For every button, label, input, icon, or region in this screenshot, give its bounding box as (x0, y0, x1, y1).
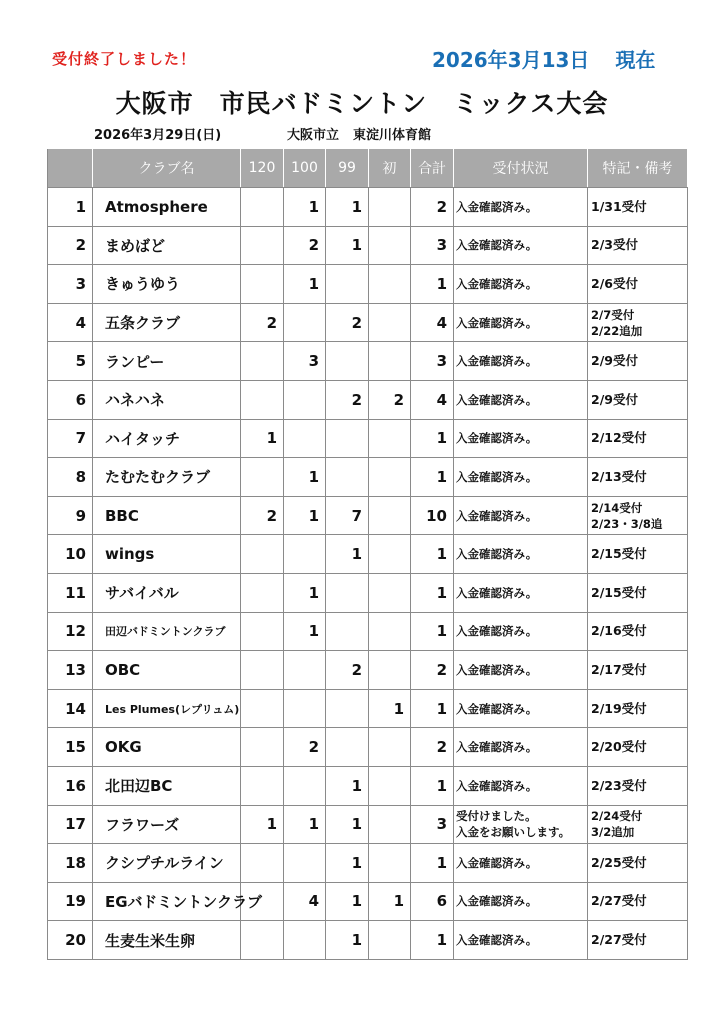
status-text: 入金確認済み。 (456, 740, 538, 755)
count-total: 1 (411, 573, 454, 612)
status-text: 入金確認済み。 (456, 315, 538, 330)
table-row (48, 380, 688, 419)
count-100: 1 (284, 188, 326, 227)
count-99: 1 (326, 805, 369, 844)
row-number: 17 (48, 805, 93, 844)
table-row (48, 303, 688, 342)
header-beginner: 初 (369, 149, 411, 188)
as-of-date (432, 44, 655, 73)
club-name: 北田辺BC (93, 766, 241, 805)
status-cell (454, 535, 588, 574)
row-number: 16 (48, 766, 93, 805)
note-cell (588, 805, 688, 844)
count-100 (284, 651, 326, 690)
status-cell (454, 573, 588, 612)
count-99 (326, 689, 369, 728)
row-number: 7 (48, 419, 93, 458)
club-name: 生麦生米生卵 (93, 921, 241, 960)
count-120 (241, 689, 284, 728)
club-name: きゅうゆう (93, 265, 241, 304)
count-99: 1 (326, 844, 369, 883)
note-text: 2/15受付 (591, 584, 647, 600)
count-total: 1 (411, 844, 454, 883)
count-120 (241, 458, 284, 497)
title-event-name: ミックス大会 (453, 89, 609, 118)
header-notes: 特記・備考 (588, 149, 688, 188)
club-name: 田辺バドミントンクラブ (93, 612, 241, 651)
table-row (48, 458, 688, 497)
count-100 (284, 419, 326, 458)
status-cell (454, 921, 588, 960)
as-of-suffix: 現在 (615, 48, 656, 72)
header-99: 99 (326, 149, 369, 188)
status-cell (454, 766, 588, 805)
count-total: 2 (411, 188, 454, 227)
table-row (48, 612, 688, 651)
status-text: 入金確認済み。 (456, 469, 538, 484)
row-number: 3 (48, 265, 93, 304)
note-cell (588, 689, 688, 728)
count-100 (284, 535, 326, 574)
count-99: 1 (326, 226, 369, 265)
status-cell (454, 380, 588, 419)
count-beginner (369, 303, 411, 342)
club-name: クシプチルライン (93, 844, 241, 883)
count-120 (241, 226, 284, 265)
status-text: 入金確認済み。 (456, 547, 538, 562)
count-99: 2 (326, 380, 369, 419)
count-total: 4 (411, 303, 454, 342)
status-cell (454, 496, 588, 535)
count-total: 1 (411, 612, 454, 651)
count-100: 4 (284, 882, 326, 921)
count-beginner (369, 342, 411, 381)
count-120 (241, 921, 284, 960)
club-name: まめばど (93, 226, 241, 265)
club-name: wings (93, 535, 241, 574)
note-text: 2/12受付 (591, 430, 647, 446)
title-event-type: 市民バドミントン (219, 89, 428, 118)
count-100: 1 (284, 573, 326, 612)
header-no (48, 149, 93, 188)
count-100: 3 (284, 342, 326, 381)
note-text: 2/25受付 (591, 854, 647, 870)
count-total: 1 (411, 419, 454, 458)
venue-name: 東淀川体育館 (353, 128, 432, 143)
status-cell (454, 882, 588, 921)
row-number: 15 (48, 728, 93, 767)
count-total: 2 (411, 728, 454, 767)
count-100 (284, 844, 326, 883)
registration-table (47, 148, 688, 960)
count-120 (241, 535, 284, 574)
status-cell (454, 844, 588, 883)
row-number: 2 (48, 226, 93, 265)
club-name: 五条クラブ (93, 303, 241, 342)
row-number: 11 (48, 573, 93, 612)
count-99 (326, 573, 369, 612)
count-beginner (369, 844, 411, 883)
count-total: 6 (411, 882, 454, 921)
row-number: 19 (48, 882, 93, 921)
status-text: 入金確認済み。 (456, 855, 538, 870)
row-number: 13 (48, 651, 93, 690)
status-cell (454, 651, 588, 690)
status-text: 入金確認済み。 (456, 778, 538, 793)
count-99: 2 (326, 651, 369, 690)
club-name: OKG (93, 728, 241, 767)
count-beginner (369, 651, 411, 690)
status-text: 入金確認済み。 (456, 354, 538, 369)
note-text: 2/14受付 (591, 500, 643, 515)
note-cell (588, 921, 688, 960)
count-120 (241, 380, 284, 419)
count-99 (326, 265, 369, 304)
club-name: たむたむクラブ (93, 458, 241, 497)
status-cell (454, 728, 588, 767)
count-beginner: 1 (369, 689, 411, 728)
count-beginner (369, 573, 411, 612)
status-text: 入金確認済み。 (456, 662, 538, 677)
note-text: 1/31受付 (591, 198, 647, 214)
table-row (48, 226, 688, 265)
note-cell (588, 882, 688, 921)
status-text: 入金確認済み。 (456, 701, 538, 716)
club-name: ハイタッチ (93, 419, 241, 458)
row-number: 12 (48, 612, 93, 651)
note-cell (588, 766, 688, 805)
count-total: 10 (411, 496, 454, 535)
note-text: 2/9受付 (591, 391, 638, 407)
count-120 (241, 342, 284, 381)
note-text: 2/7受付 (591, 307, 635, 322)
count-99: 2 (326, 303, 369, 342)
count-100: 1 (284, 265, 326, 304)
count-99: 1 (326, 535, 369, 574)
count-99: 1 (326, 882, 369, 921)
count-total: 1 (411, 535, 454, 574)
row-number: 6 (48, 380, 93, 419)
count-beginner (369, 728, 411, 767)
club-name: EGバドミントンクラブ (93, 882, 241, 921)
club-name: Atmosphere (93, 188, 241, 227)
status-text: 入金確認済み。 (456, 624, 538, 639)
note-text: 2/13受付 (591, 468, 647, 484)
count-beginner (369, 612, 411, 651)
count-120 (241, 612, 284, 651)
note-cell (588, 342, 688, 381)
note-cell (588, 226, 688, 265)
note-text: 2/23受付 (591, 777, 647, 793)
status-cell (454, 226, 588, 265)
note-cell (588, 265, 688, 304)
status-cell (454, 612, 588, 651)
row-number: 18 (48, 844, 93, 883)
status-cell (454, 342, 588, 381)
count-100: 1 (284, 612, 326, 651)
table-row (48, 844, 688, 883)
table-row (48, 921, 688, 960)
header-total: 合計 (411, 149, 454, 188)
table-row (48, 728, 688, 767)
status-cell (454, 303, 588, 342)
note-text: 2/16受付 (591, 623, 647, 639)
count-beginner (369, 265, 411, 304)
header-100: 100 (284, 149, 326, 188)
club-name: サバイバル (93, 573, 241, 612)
row-number: 14 (48, 689, 93, 728)
as-of-date-value: 2026年3月13日 (432, 48, 590, 72)
table-row (48, 419, 688, 458)
row-number: 20 (48, 921, 93, 960)
count-100 (284, 303, 326, 342)
status-text: 入金確認済み。 (456, 585, 538, 600)
count-120: 1 (241, 805, 284, 844)
note-text-2: 3/2追加 (591, 825, 635, 840)
table-row (48, 882, 688, 921)
count-beginner: 2 (369, 380, 411, 419)
count-120 (241, 844, 284, 883)
note-text: 2/3受付 (591, 237, 638, 253)
note-text: 2/15受付 (591, 546, 647, 562)
status-text: 入金確認済み。 (456, 238, 538, 253)
count-total: 1 (411, 766, 454, 805)
count-100: 1 (284, 805, 326, 844)
count-120: 1 (241, 419, 284, 458)
table-row (48, 265, 688, 304)
table-row (48, 573, 688, 612)
note-cell (588, 728, 688, 767)
club-name: ハネハネ (93, 380, 241, 419)
status-cell (454, 458, 588, 497)
count-99 (326, 342, 369, 381)
count-total: 1 (411, 921, 454, 960)
header-120: 120 (241, 149, 284, 188)
count-total: 3 (411, 805, 454, 844)
count-beginner (369, 921, 411, 960)
count-100: 1 (284, 458, 326, 497)
note-cell (588, 844, 688, 883)
count-120 (241, 728, 284, 767)
count-100 (284, 689, 326, 728)
table-row (48, 651, 688, 690)
note-cell (588, 573, 688, 612)
count-total: 3 (411, 226, 454, 265)
note-cell (588, 380, 688, 419)
note-text-2: 2/22追加 (591, 323, 643, 338)
count-beginner (369, 535, 411, 574)
count-beginner (369, 458, 411, 497)
row-number: 10 (48, 535, 93, 574)
count-total: 3 (411, 342, 454, 381)
status-text: 入金確認済み。 (456, 392, 538, 407)
club-name: ランピー (93, 342, 241, 381)
count-beginner (369, 805, 411, 844)
note-text: 2/6受付 (591, 275, 638, 291)
status-cell (454, 265, 588, 304)
event-date: 2026年3月29日(日) (94, 128, 222, 143)
note-text: 2/9受付 (591, 353, 638, 369)
club-name: Les Plumes(レプリュム) (93, 689, 241, 728)
row-number: 4 (48, 303, 93, 342)
count-99 (326, 612, 369, 651)
count-total: 1 (411, 689, 454, 728)
status-text: 入金確認済み。 (456, 894, 538, 909)
note-text: 2/24受付 (591, 809, 643, 824)
status-cell (454, 419, 588, 458)
note-cell (588, 188, 688, 227)
count-total: 2 (411, 651, 454, 690)
count-99 (326, 728, 369, 767)
count-total: 1 (411, 458, 454, 497)
table-row (48, 342, 688, 381)
status-cell (454, 689, 588, 728)
club-name: フラワーズ (93, 805, 241, 844)
count-120 (241, 265, 284, 304)
note-cell (588, 496, 688, 535)
table-row (48, 805, 688, 844)
note-text: 2/27受付 (591, 893, 647, 909)
count-120: 2 (241, 496, 284, 535)
note-text: 2/20受付 (591, 739, 647, 755)
count-99: 1 (326, 921, 369, 960)
status-text: 入金確認済み。 (456, 933, 538, 948)
registration-closed-notice: 受付終了しました！ (52, 50, 197, 68)
note-cell (588, 535, 688, 574)
count-120 (241, 651, 284, 690)
count-120 (241, 766, 284, 805)
status-text: 入金確認済み。 (456, 276, 538, 291)
table-row (48, 496, 688, 535)
status-text-2: 入金をお願いします。 (456, 825, 571, 840)
count-beginner (369, 496, 411, 535)
count-99 (326, 458, 369, 497)
note-text: 2/19受付 (591, 700, 647, 716)
status-text: 入金確認済み。 (456, 199, 538, 214)
row-number: 5 (48, 342, 93, 381)
table-row (48, 766, 688, 805)
count-beginner (369, 188, 411, 227)
count-100: 1 (284, 496, 326, 535)
page-title (0, 84, 724, 120)
count-99: 1 (326, 188, 369, 227)
count-99 (326, 419, 369, 458)
table-row (48, 535, 688, 574)
note-cell (588, 651, 688, 690)
row-number: 8 (48, 458, 93, 497)
table-header-row (48, 149, 688, 188)
header-status: 受付状況 (454, 149, 588, 188)
count-total: 4 (411, 380, 454, 419)
status-cell (454, 188, 588, 227)
row-number: 1 (48, 188, 93, 227)
note-text: 2/17受付 (591, 661, 647, 677)
table-row (48, 188, 688, 227)
count-120: 2 (241, 303, 284, 342)
count-100: 2 (284, 226, 326, 265)
status-text: 入金確認済み。 (456, 508, 538, 523)
count-100 (284, 921, 326, 960)
note-cell (588, 458, 688, 497)
title-city: 大阪市 (115, 89, 194, 118)
count-100 (284, 766, 326, 805)
header-club: クラブ名 (93, 149, 241, 188)
count-100: 2 (284, 728, 326, 767)
row-number: 9 (48, 496, 93, 535)
count-beginner: 1 (369, 882, 411, 921)
count-120 (241, 573, 284, 612)
count-100 (284, 380, 326, 419)
note-cell (588, 419, 688, 458)
club-name: BBC (93, 496, 241, 535)
venue-owner: 大阪市立 (287, 128, 340, 143)
status-text: 受付けました。 (456, 809, 537, 824)
note-text-2: 2/23・3/8追 (591, 516, 663, 531)
count-99: 1 (326, 766, 369, 805)
venue (287, 124, 431, 143)
status-cell (454, 805, 588, 844)
count-120 (241, 188, 284, 227)
count-total: 1 (411, 265, 454, 304)
note-cell (588, 303, 688, 342)
note-text: 2/27受付 (591, 932, 647, 948)
count-beginner (369, 419, 411, 458)
count-beginner (369, 226, 411, 265)
table-row (48, 689, 688, 728)
count-99: 7 (326, 496, 369, 535)
note-cell (588, 612, 688, 651)
status-text: 入金確認済み。 (456, 431, 538, 446)
club-name: OBC (93, 651, 241, 690)
count-beginner (369, 766, 411, 805)
